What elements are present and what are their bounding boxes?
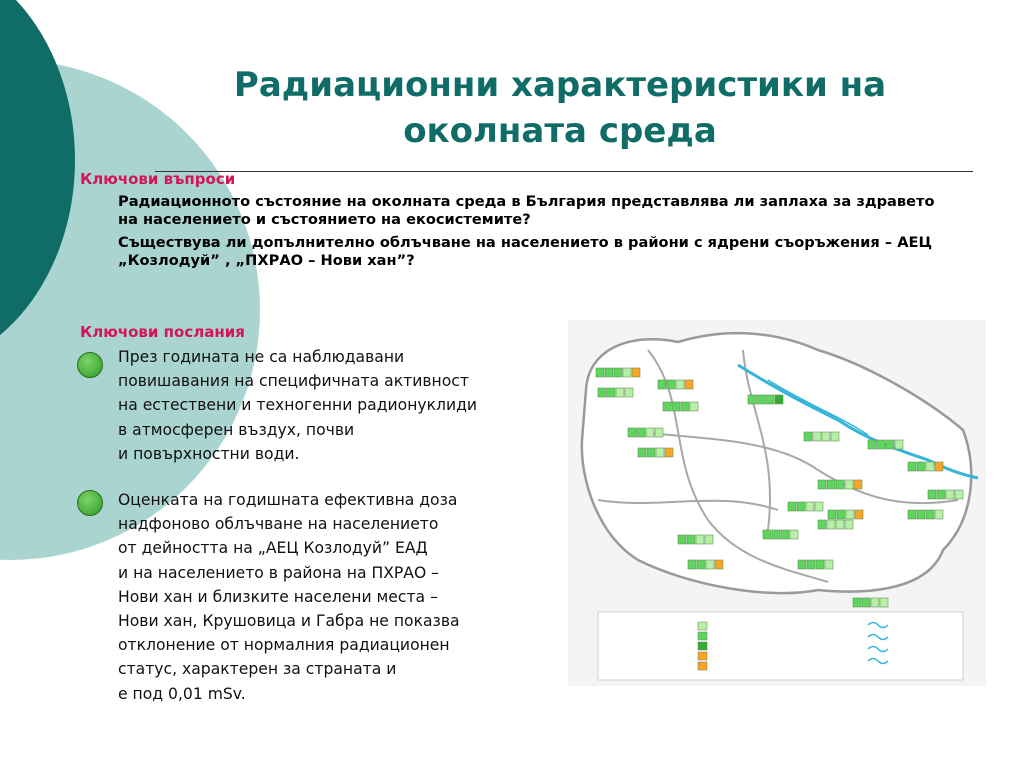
message-2-line: Нови хан и близките населени места –: [118, 587, 438, 606]
message-2-line: и на населението в района на ПХРАО –: [118, 563, 439, 582]
monitoring-point-bar: [658, 380, 666, 389]
monitoring-point-bar: [781, 530, 789, 539]
monitoring-point-bar: [815, 502, 823, 511]
monitoring-point-bar: [806, 502, 814, 511]
monitoring-point-bar: [685, 380, 693, 389]
monitoring-point-bar: [813, 432, 821, 441]
monitoring-point-bar: [868, 440, 876, 449]
monitoring-point-bar: [818, 520, 826, 529]
monitoring-point-bar: [853, 598, 861, 607]
monitoring-point-bar: [775, 395, 783, 404]
monitoring-map-image: [568, 320, 986, 686]
monitoring-point-bar: [827, 520, 835, 529]
monitoring-point-bar: [804, 432, 812, 441]
monitoring-point-bar: [646, 428, 654, 437]
message-2-line: отклонение от нормалния радиационен: [118, 636, 450, 655]
monitoring-point-bar: [828, 510, 836, 519]
monitoring-point-bar: [862, 598, 870, 607]
message-2-line: Нови хан, Крушовица и Габра не показва: [118, 612, 460, 631]
monitoring-point-bar: [880, 598, 888, 607]
monitoring-point-bar: [763, 530, 771, 539]
message-2-line: Оценката на годишната ефективна доза: [118, 491, 458, 509]
monitoring-point-bar: [656, 448, 664, 457]
monitoring-point-bar: [607, 388, 615, 397]
monitoring-point-bar: [886, 440, 894, 449]
monitoring-point-bar: [598, 388, 606, 397]
monitoring-point-bar: [935, 462, 943, 471]
monitoring-point-bar: [871, 598, 879, 607]
monitoring-point-bar: [637, 428, 645, 437]
message-1-line: в атмосферен въздух, почви: [118, 420, 355, 439]
monitoring-point-bar: [665, 448, 673, 457]
monitoring-point-bar: [836, 520, 844, 529]
monitoring-point-bar: [895, 440, 903, 449]
key-messages-heading: Ключови послания: [80, 323, 245, 341]
monitoring-point-bar: [807, 560, 815, 569]
monitoring-map-graphic: [568, 320, 986, 686]
monitoring-point-bar: [928, 490, 936, 499]
monitoring-point-bar: [632, 368, 640, 377]
message-1: [118, 345, 578, 466]
message-1-line: и повърхностни води.: [118, 444, 300, 463]
monitoring-point-bar: [655, 428, 663, 437]
question-1: Радиационното състояние на околната среда в България представлява ли заплаха за здравето на населението и състоянието на екосистемите?: [118, 193, 935, 228]
monitoring-point-bar: [825, 560, 833, 569]
monitoring-point-bar: [798, 560, 806, 569]
monitoring-point-bar: [690, 402, 698, 411]
monitoring-point-bar: [687, 535, 695, 544]
message-2-line: от дейността на „АЕЦ Козлодуй” ЕАД: [118, 539, 428, 558]
monitoring-point-bar: [845, 480, 853, 489]
monitoring-point-bar: [688, 560, 696, 569]
message-1-line: През годината не са наблюдавани: [118, 348, 405, 366]
monitoring-point-bar: [790, 530, 798, 539]
slide-title: Радиационни характеристики на околната среда: [233, 65, 887, 151]
monitoring-point-bar: [908, 510, 916, 519]
monitoring-point-bar: [678, 535, 686, 544]
monitoring-point-bar: [625, 388, 633, 397]
monitoring-point-bar: [854, 480, 862, 489]
monitoring-point-bar: [766, 395, 774, 404]
monitoring-point-bar: [614, 368, 622, 377]
legend-swatch: [698, 642, 707, 650]
monitoring-point-bar: [676, 380, 684, 389]
monitoring-point-bar: [816, 560, 824, 569]
monitoring-point-bar: [926, 510, 934, 519]
monitoring-point-bar: [647, 448, 655, 457]
legend-swatch: [698, 652, 707, 660]
monitoring-point-bar: [772, 530, 780, 539]
monitoring-point-bar: [596, 368, 604, 377]
monitoring-point-bar: [638, 448, 646, 457]
monitoring-point-bar: [663, 402, 671, 411]
smiley-icon: [77, 352, 103, 378]
monitoring-point-bar: [797, 502, 805, 511]
message-1-line: повишавания на специфичната активност: [118, 372, 469, 391]
message-2-line: е под 0,01 mSv.: [118, 684, 246, 703]
map-legend: [598, 612, 963, 680]
monitoring-point-bar: [616, 388, 624, 397]
monitoring-point-bar: [935, 510, 943, 519]
monitoring-point-bar: [917, 462, 925, 471]
legend-swatch: [698, 662, 707, 670]
monitoring-point-bar: [917, 510, 925, 519]
monitoring-point-bar: [696, 535, 704, 544]
key-questions-heading: Ключови въпроси: [80, 170, 236, 188]
monitoring-point-bar: [672, 402, 680, 411]
message-2: [118, 488, 578, 706]
question-2: Съществува ли допълнително облъчване на населението в райони с ядрени съоръжения – АЕЦ „Козлодуй” , „ПХРАО – Нови хан”?: [118, 234, 932, 269]
monitoring-point-bar: [681, 402, 689, 411]
monitoring-point-bar: [715, 560, 723, 569]
monitoring-point-bar: [697, 560, 705, 569]
key-questions-list: [118, 193, 938, 275]
monitoring-point-bar: [628, 428, 636, 437]
monitoring-point-bar: [788, 502, 796, 511]
monitoring-point-bar: [831, 432, 839, 441]
monitoring-point-bar: [667, 380, 675, 389]
monitoring-point-bar: [937, 490, 945, 499]
monitoring-point-bar: [926, 462, 934, 471]
monitoring-point-bar: [706, 560, 714, 569]
legend-swatch: [698, 622, 707, 630]
monitoring-point-bar: [855, 510, 863, 519]
smiley-icon: [77, 490, 103, 516]
monitoring-point-bar: [605, 368, 613, 377]
message-2-line: статус, характерен за страната и: [118, 660, 397, 679]
monitoring-point-bar: [908, 462, 916, 471]
monitoring-point-bar: [623, 368, 631, 377]
monitoring-point-bar: [846, 510, 854, 519]
monitoring-point-bar: [877, 440, 885, 449]
monitoring-point-bar: [748, 395, 756, 404]
message-1-line: на естествени и техногенни радионуклиди: [118, 396, 478, 415]
message-2-line: надфоново облъчване на населението: [118, 515, 439, 534]
monitoring-point-bar: [946, 490, 954, 499]
monitoring-point-bar: [837, 510, 845, 519]
legend-swatch: [698, 632, 707, 640]
monitoring-point-bar: [845, 520, 853, 529]
monitoring-point-bar: [705, 535, 713, 544]
monitoring-point-bar: [757, 395, 765, 404]
monitoring-point-bar: [818, 480, 826, 489]
monitoring-point-bar: [955, 490, 963, 499]
title-divider: [155, 171, 973, 172]
monitoring-point-bar: [822, 432, 830, 441]
monitoring-point-bar: [836, 480, 844, 489]
monitoring-point-bar: [827, 480, 835, 489]
